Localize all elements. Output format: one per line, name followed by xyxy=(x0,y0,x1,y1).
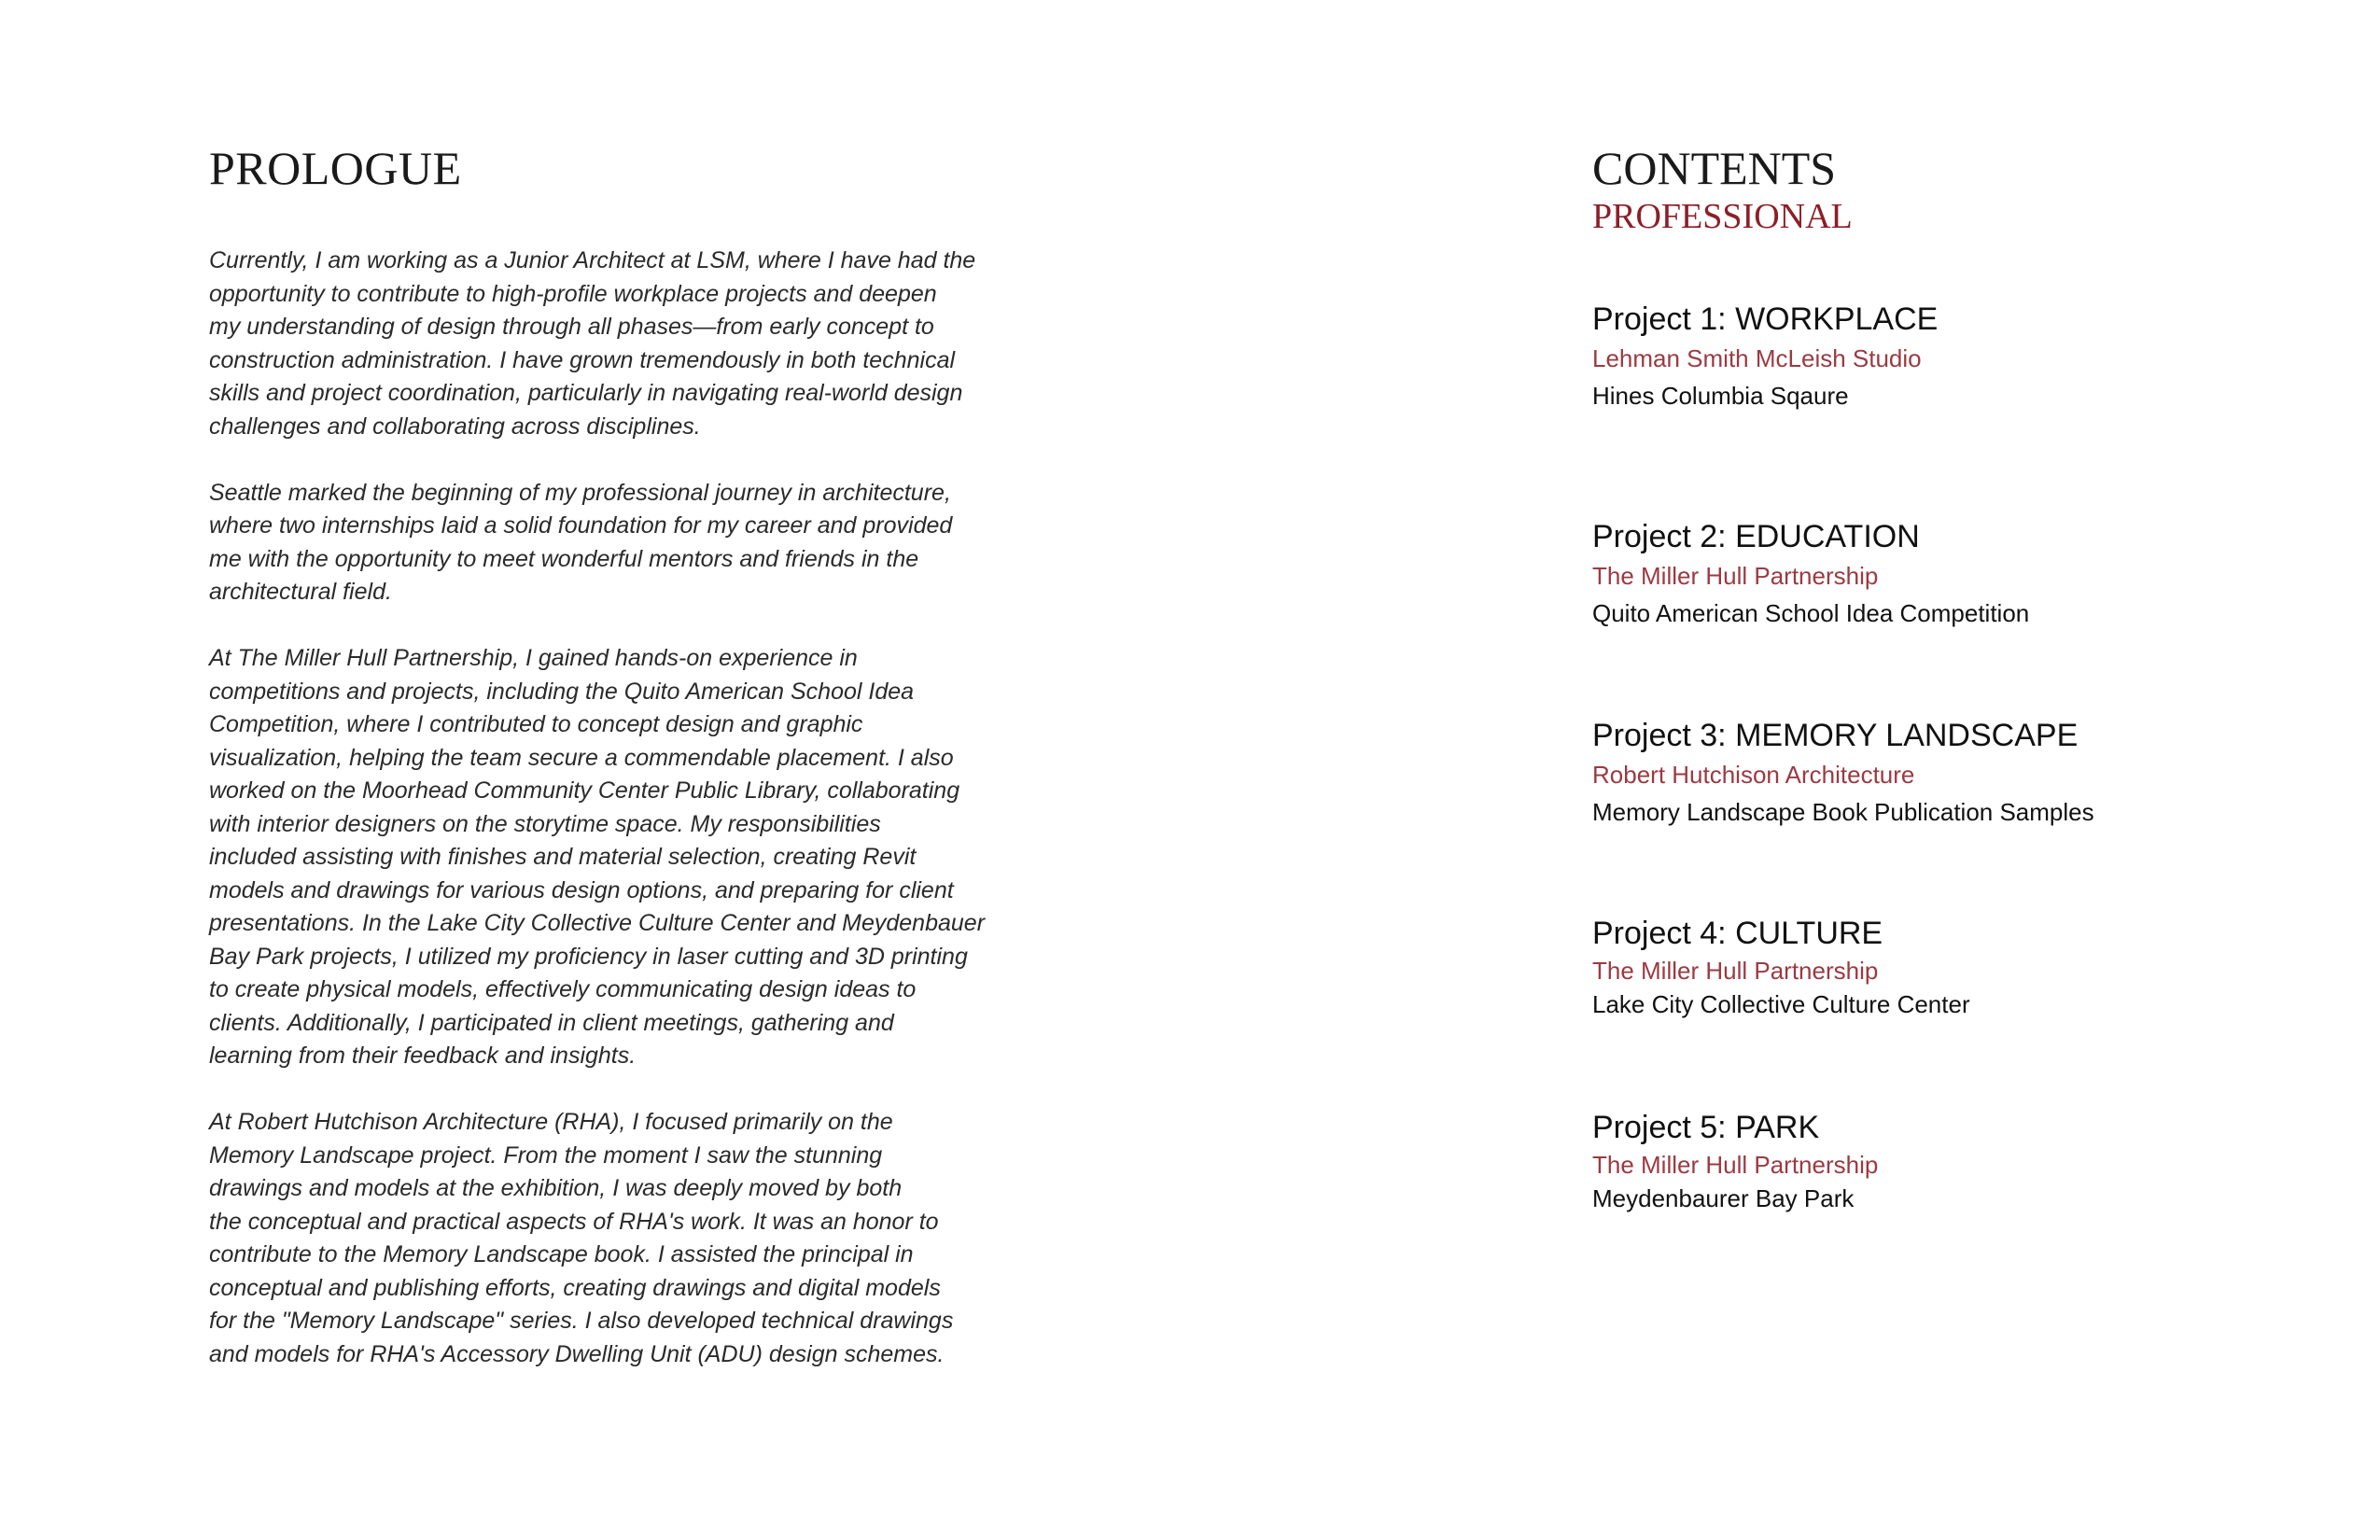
prologue-paragraph-lsm: Currently, I am working as a Junior Architect at LSM, where I have had the opportunity to contribute to high-profile workplace projects and deepen my understanding of design through all phases—from early concept to construction administration. I have grown tremendously in both technical skills and project coordination, particularly in navigating real-world design challenges and collaborating across disciplines. xyxy=(209,247,976,440)
prologue-body xyxy=(209,245,1049,1371)
project-entry-1 xyxy=(1592,299,1938,414)
project-name: Lake City Collective Culture Center xyxy=(1592,990,1970,1018)
project-title: Project 1: WORKPLACE xyxy=(1592,301,1939,337)
prologue-paragraph-seattle: Seattle marked the beginning of my professional journey in architecture, where two internships laid a solid foundation for my career and provided me with the opportunity to meet wonderful mentors and friends in the architectural field. xyxy=(209,479,953,605)
project-name: Quito American School Idea Competition xyxy=(1592,599,2030,627)
prologue-paragraph-miller-hull: At The Miller Hull Partnership, I gained hands-on experience in competitions and projects, including the Quito American School Idea Competition, where I contributed to concept design and graphic visualization, helping the team secure a commendable placement. I also worked on the Moorhead Community Center Public Library, collaborating with interior designers on the storytime space. My responsibilities included assisting with finishes and material selection, creating Revit models and drawings for various design options, and preparing for client presentations. In the Lake City Collective Culture Center and Meydenbauer Bay Park projects, I utilized my proficiency in laser cutting and 3D printing to create physical models, effectively communicating design ideas to clients. Additionally, I participated in client meetings, gathering and learning from their feedback and insights. xyxy=(209,645,986,1069)
project-entry-3 xyxy=(1592,715,2094,831)
project-title: Project 2: EDUCATION xyxy=(1592,519,1920,554)
project-firm: The Miller Hull Partnership xyxy=(1592,1151,1879,1179)
project-firm: Lehman Smith McLeish Studio xyxy=(1592,344,1922,372)
project-firm: The Miller Hull Partnership xyxy=(1592,957,1879,985)
project-firm: Robert Hutchison Architecture xyxy=(1592,761,1915,789)
prologue-paragraph-rha: At Robert Hutchison Architecture (RHA), I focused primarily on the Memory Landscape project. From the moment I saw the stunning drawings and models at the exhibition, I was deeply moved by both the conceptual and practical aspects of RHA's work. It was an honor to contribute to the Memory Landscape book. I assisted the principal in conceptual and publishing efforts, creating drawings and digital models for the "Memory Landscape" series. I also developed technical drawings and models for RHA's Accessory Dwelling Unit (ADU) design schemes. xyxy=(209,1109,954,1367)
project-entry-2 xyxy=(1592,516,2029,632)
project-name: Meydenbaurer Bay Park xyxy=(1592,1184,1855,1212)
contents-subtitle: PROFESSIONAL xyxy=(1592,197,1853,236)
project-name: Memory Landscape Book Publication Samples xyxy=(1592,798,2094,826)
prologue-title: PROLOGUE xyxy=(209,142,462,194)
project-title: Project 4: CULTURE xyxy=(1592,916,1883,951)
project-firm: The Miller Hull Partnership xyxy=(1592,562,1879,590)
contents-title: CONTENTS xyxy=(1592,142,1837,194)
project-entry-4 xyxy=(1592,913,1970,1021)
prologue-section xyxy=(209,140,1049,1405)
contents-section xyxy=(1592,140,2339,1212)
project-entry-5 xyxy=(1592,1107,1878,1215)
project-title: Project 3: MEMORY LANDSCAPE xyxy=(1592,718,2079,753)
project-title: Project 5: PARK xyxy=(1592,1110,1820,1145)
project-name: Hines Columbia Sqaure xyxy=(1592,382,1849,410)
